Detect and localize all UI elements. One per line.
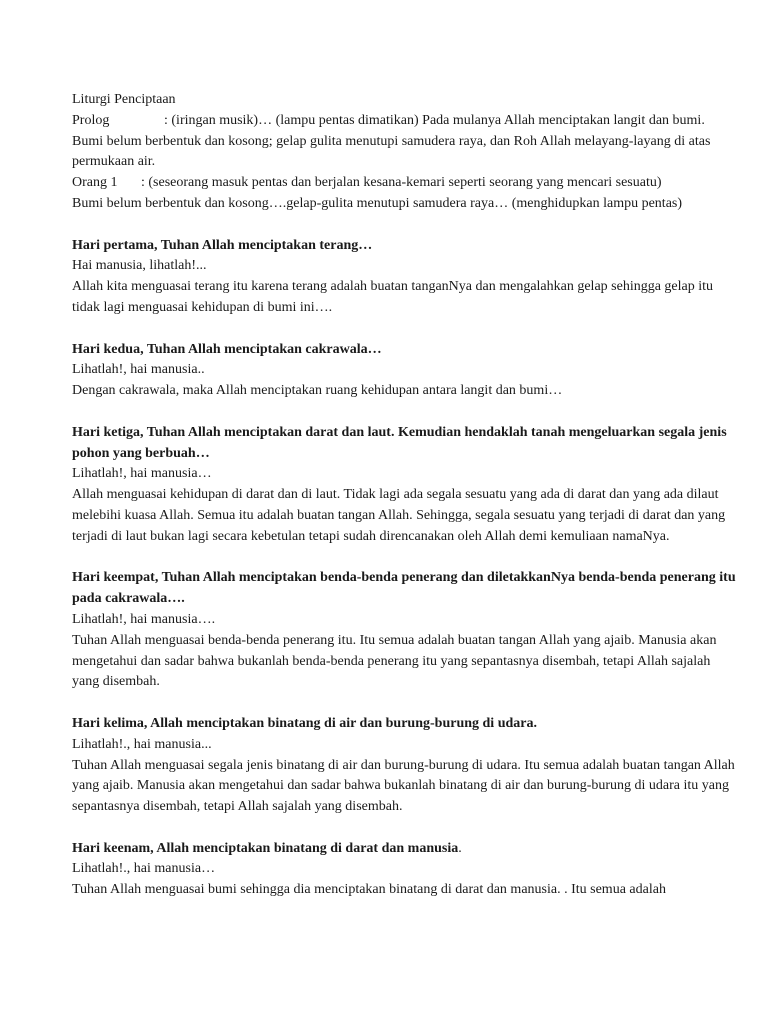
day-4-heading: Hari keempat, Tuhan Allah menciptakan benda-benda penerang dan diletakkanNya benda-benda penerang itu pada cakrawala…. xyxy=(72,570,736,607)
day-1-heading: Hari pertama, Tuhan Allah menciptakan terang… xyxy=(72,237,373,253)
prolog-label: Prolog xyxy=(72,112,110,128)
day-4-call: Lihatlah!, hai manusia…. xyxy=(72,611,216,627)
document-title: Liturgi Penciptaan xyxy=(72,92,176,107)
prolog-text: : (iringan musik)… (lampu pentas dimatikan) Pada mulanya Allah menciptakan langit dan bumi. Bumi belum berbentuk dan kosong; gelap gulita menutupi samudera raya, dan Roh Allah melayang-layang di atas permukaan air. xyxy=(72,112,711,170)
day-6-call: Lihatlah!., hai manusia… xyxy=(72,861,216,877)
day-2-body: Dengan cakrawala, maka Allah menciptakan ruang kehidupan antara langit dan bumi… xyxy=(72,383,563,399)
day-1-call: Hai manusia, lihatlah!... xyxy=(72,258,207,274)
day-5-body: Tuhan Allah menguasai segala jenis binatang di air dan burung-burung di udara. Itu semua adalah buatan tangan Allah yang ajaib. Manusia akan mengetahui dan sadar bahwa bukanlah binatang di air dan burung-burung di udara itu yang sepantasnya disembah, tetapi Allah sajalah yang disembah. xyxy=(72,757,735,815)
day-3-call: Lihatlah!, hai manusia… xyxy=(72,466,212,482)
day-5-heading: Hari kelima, Allah menciptakan binatang di air dan burung-burung di udara. xyxy=(72,715,537,731)
bumi-line: Bumi belum berbentuk dan kosong….gelap-gulita menutupi samudera raya… (menghidupkan lampu pentas) xyxy=(72,195,683,211)
day-4-body: Tuhan Allah menguasai benda-benda penerang itu. Itu semua adalah buatan tangan Allah yang ajaib. Manusia akan mengetahui dan sadar bahwa bukanlah benda-benda penerang itu yang sepantasnya disembah, tetapi Allah sajalah yang disembah. xyxy=(72,632,717,690)
day-6-heading-line xyxy=(72,839,737,860)
orang1-paragraph xyxy=(72,173,737,194)
day-2-call: Lihatlah!, hai manusia.. xyxy=(72,362,205,378)
day-3-body: Allah menguasai kehidupan di darat dan di laut. Tidak lagi ada segala sesuatu yang ada di darat dan yang ada dilaut melebihi kuasa Allah. Semua itu adalah buatan tangan Allah. Sehingga, segala sesuatu yang terjadi di darat dan yang terjadi di laut bukan lagi secara kebetulan tetapi sudah direncanakan oleh Allah demi kemuliaan namaNya. xyxy=(72,487,726,544)
orang1-text: : (seseorang masuk pentas dan berjalan kesana-kemari seperti seorang yang mencari sesuatu) xyxy=(141,175,662,191)
document-page xyxy=(72,90,737,901)
orang1-label: Orang 1 xyxy=(72,175,118,191)
day-2-heading: Hari kedua, Tuhan Allah menciptakan cakrawala… xyxy=(72,341,382,357)
prolog-paragraph xyxy=(72,111,737,173)
day-1-body: Allah kita menguasai terang itu karena terang adalah buatan tanganNya dan mengalahkan gelap sehingga gelap itu tidak lagi menguasai kehidupan di bumi ini…. xyxy=(72,279,714,315)
day-6-body: Tuhan Allah menguasai bumi sehingga dia menciptakan binatang di darat dan manusia. . Itu semua adalah xyxy=(72,882,666,898)
day-6-heading-tail: . xyxy=(458,840,462,856)
day-3-heading: Hari ketiga, Tuhan Allah menciptakan darat dan laut. Kemudian hendaklah tanah mengeluarkan segala jenis pohon yang berbuah… xyxy=(72,424,727,461)
day-6-heading: Hari keenam, Allah menciptakan binatang di darat dan manusia xyxy=(72,840,459,856)
day-5-call: Lihatlah!., hai manusia... xyxy=(72,736,212,752)
